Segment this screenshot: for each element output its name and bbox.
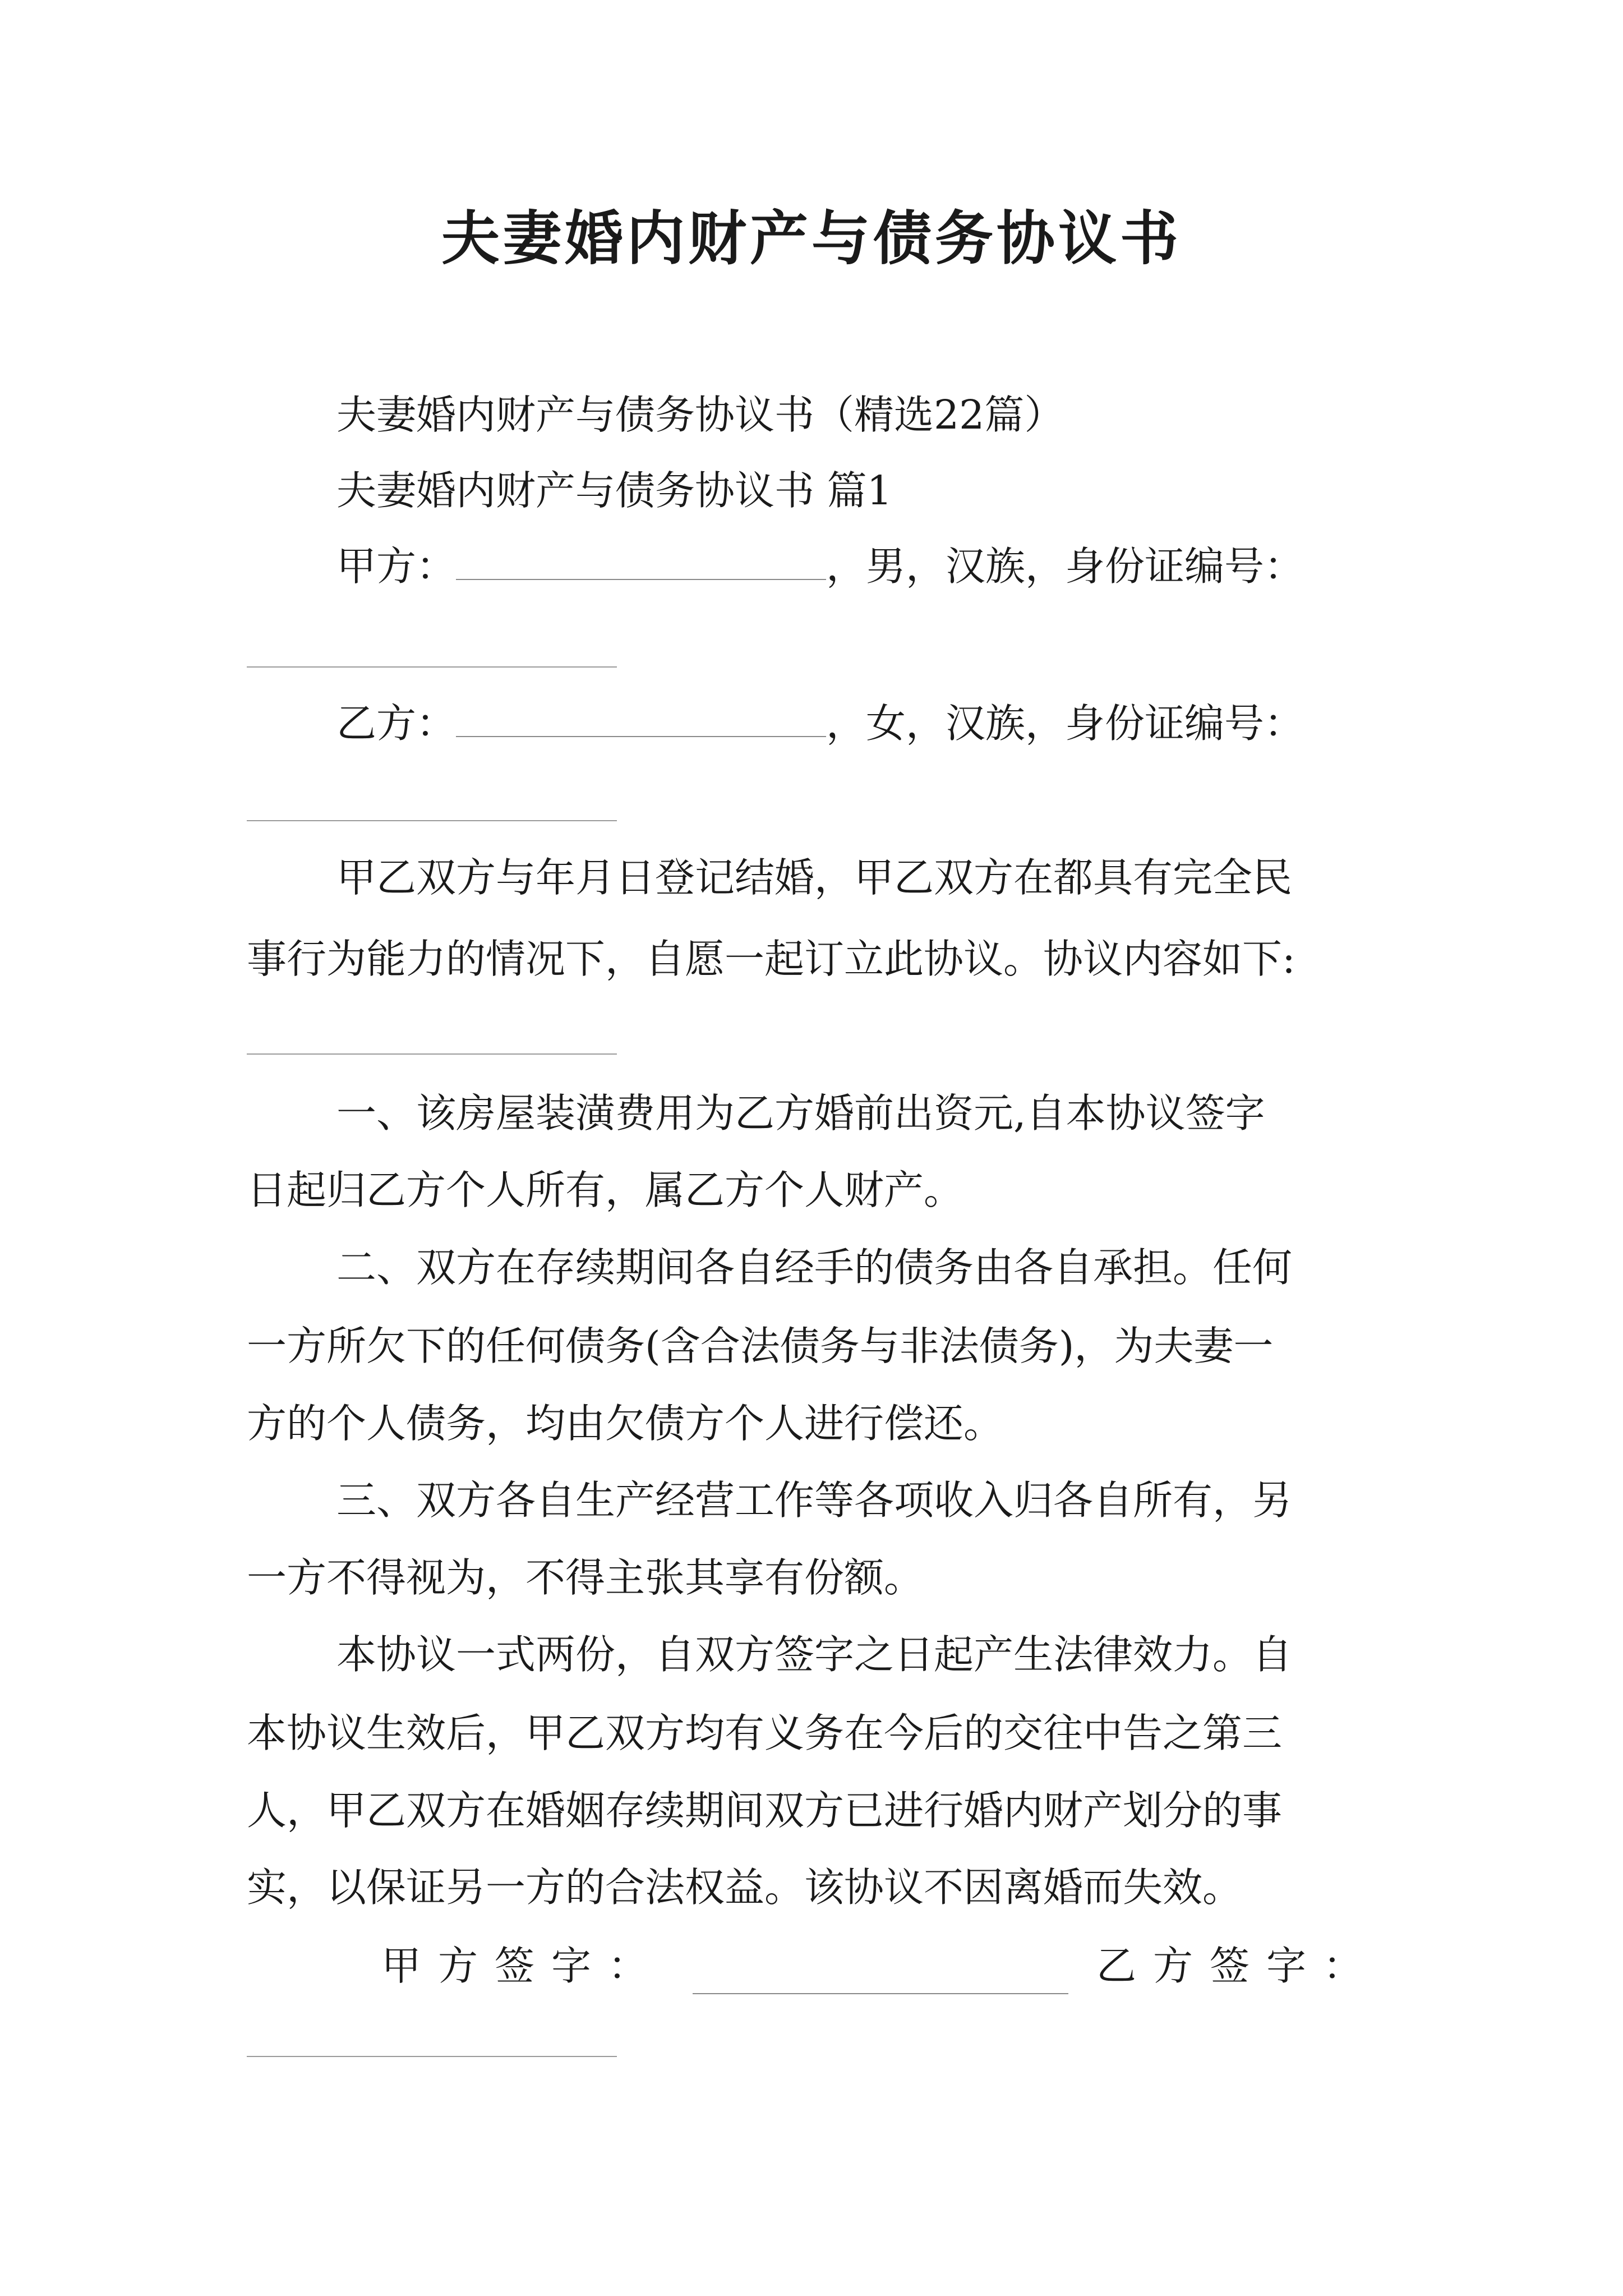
section-heading: 夫妻婚内财产与债务协议书 篇1 — [336, 467, 892, 514]
clause-1-line-2: 日起归乙方个人所有，属乙方个人财产。 — [247, 1167, 964, 1213]
clause-2-line-2: 一方所欠下的任何债务(含合法债务与非法债务)，为夫妻一 — [247, 1323, 1274, 1369]
party-a-line — [336, 539, 1304, 595]
party-b-suffix: ，女，汉族，身份证编号： — [826, 700, 1304, 747]
closing-line-1: 本协议一式两份，自双方签字之日起产生法律效力。自 — [336, 1631, 1293, 1678]
clause-1-line-1: 一、该房屋装潢费用为乙方婚前出资元,自本协议签字 — [336, 1090, 1265, 1137]
clause-3-line-2: 一方不得视为，不得主张其享有份额。 — [247, 1554, 924, 1601]
party-a-label: 甲方： — [336, 543, 457, 590]
party-a-name-blank — [456, 573, 826, 580]
clause-2-line-3: 方的个人债务，均由欠债方个人进行偿还。 — [247, 1400, 1004, 1447]
intro-line-1: 甲乙双方与年月日登记结婚，甲乙双方在都具有完全民 — [336, 854, 1293, 901]
party-a-signature-label: 甲方签字： — [381, 1943, 665, 1989]
party-b-signature-label: 乙方签字： — [1096, 1943, 1380, 1989]
closing-line-4: 实，以保证另一方的合法权益。该协议不因离婚而失效。 — [247, 1864, 1243, 1911]
closing-line-2: 本协议生效后，甲乙双方均有义务在今后的交往中告之第三 — [247, 1710, 1283, 1756]
clause-3-line-1: 三、双方各自生产经营工作等各项收入归各自所有，另 — [336, 1477, 1293, 1524]
document-subtitle: 夫妻婚内财产与债务协议书（精选22篇） — [336, 392, 1064, 438]
clause-2-line-1: 二、双方在存续期间各自经手的债务由各自承担。任何 — [336, 1244, 1293, 1291]
party-b-label: 乙方： — [336, 700, 457, 747]
party-b-name-blank — [456, 730, 826, 737]
party-a-suffix: ，男，汉族，身份证编号： — [826, 543, 1304, 590]
document-title: 夫妻婚内财产与债务协议书 — [441, 204, 1182, 273]
intro-line-2: 事行为能力的情况下，自愿一起订立此协议。协议内容如下: — [247, 936, 1295, 982]
party-b-line — [336, 696, 1304, 752]
party-b-signature-blank — [247, 2056, 617, 2057]
party-b-id-blank — [247, 820, 617, 821]
party-a-signature-blank — [693, 1987, 1068, 1994]
closing-line-3: 人，甲乙双方在婚姻存续期间双方已进行婚内财产划分的事 — [247, 1787, 1283, 1834]
intro-blank — [247, 1053, 617, 1055]
party-a-id-blank — [247, 666, 617, 668]
